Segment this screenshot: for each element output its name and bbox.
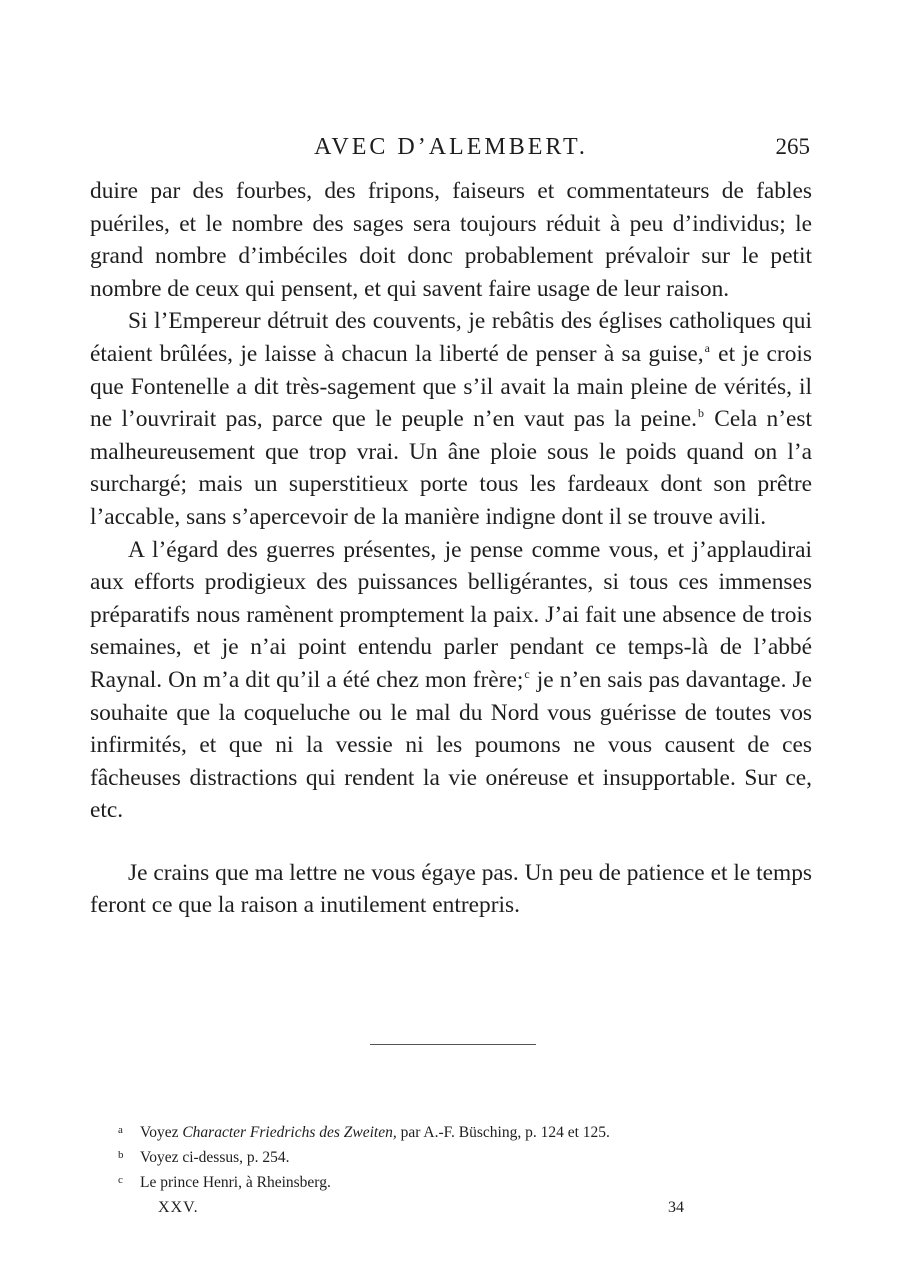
paragraph-text: A l’égard des guerres présentes, je pense comme vous, et j’applaudirai aux efforts prodigieux des puissances belligérantes, si tous ces immenses préparatifs nous ramènent promptement la paix. J’ai fait une absence de trois semaines, et je n’ai point entendu parler pendant ce temps-là de l’abbé Raynal. On m’a dit qu’il a été chez mon frère; [90, 536, 812, 693]
footnote-book-title: Character Friedrichs des Zweiten, [182, 1124, 397, 1141]
footnote-b [118, 1144, 818, 1169]
footnote-text: par A.-F. Büsching, p. 124 et 125. [396, 1124, 610, 1141]
paragraph-wars [90, 534, 812, 827]
running-title: AVEC D’ALEMBERT. [314, 134, 588, 160]
paragraph-text: Je crains que ma lettre ne vous égaye pas. Un peu de patience et le temps feront ce que la raison a inutilement entrepris. [90, 859, 812, 919]
page-number: 265 [775, 134, 810, 159]
paragraph-continued [90, 175, 812, 305]
paragraph-text: et je crois que Fontenelle a dit très-sagement que s’il avait la main pleine de vérités, il ne l’ouvrirait pas, parce que le peuple n’en vaut pas la peine. [90, 340, 813, 433]
footnote-mark: b [118, 1149, 124, 1161]
footnote-a [118, 1119, 818, 1144]
paragraph-emperor [90, 305, 812, 533]
letter-body [90, 175, 812, 922]
footnote-separator [370, 1044, 536, 1045]
footnote-ref-b[interactable]: b [697, 406, 704, 421]
volume-signature: XXV. [158, 1199, 199, 1216]
footnote-mark: c [118, 1174, 123, 1186]
footnote-mark: a [118, 1124, 123, 1136]
page-header [90, 130, 812, 164]
paragraph-text: Si l’Empereur détruit des couvents, je rebâtis des églises catholiques qui étaient brûlées, je laisse à chacun la liberté de penser à sa guise, [90, 308, 812, 367]
footnote-text: Voyez [140, 1124, 183, 1141]
paragraph-text: duire par des fourbes, des fripons, faiseurs et commentateurs de fables puériles, et le nombre des sages sera toujours réduit à peu d’individus; le grand nombre d’imbéciles doit donc probablement prévaloir sur le petit nombre de ceux qui pensent, et qui savent faire usage de leur raison. [90, 178, 812, 302]
page-footer [158, 1196, 688, 1220]
footnote-text: Voyez ci-dessus, p. 254. [140, 1149, 290, 1166]
paragraph-closing [90, 857, 812, 922]
footnote-ref-a[interactable]: a [704, 340, 710, 355]
footnote-c [118, 1169, 818, 1194]
footnote-text: Le prince Henri, à Rheinsberg. [140, 1174, 331, 1191]
footnotes [118, 1119, 818, 1194]
paragraph-text: je n’en sais pas davantage. Je souhaite que la coqueluche ou le mal du Nord vous guérisse de toutes vos infirmités, et que ni la vessie ni les poumons ne vous causent de ces fâcheuses distractions qui rendent la vie onéreuse et insupportable. Sur ce, etc. [90, 666, 812, 824]
footnote-ref-c[interactable]: c [524, 666, 530, 681]
sheet-number: 34 [668, 1199, 684, 1216]
paragraph-text: Cela n’est malheureusement que trop vrai. Un âne ploie sous le poids quand on l’a surchargé; mais un superstitieux porte tous les fardeaux dont son prêtre l’accable, sans s’apercevoir de la manière indigne dont il se trouve avili. [90, 406, 812, 530]
